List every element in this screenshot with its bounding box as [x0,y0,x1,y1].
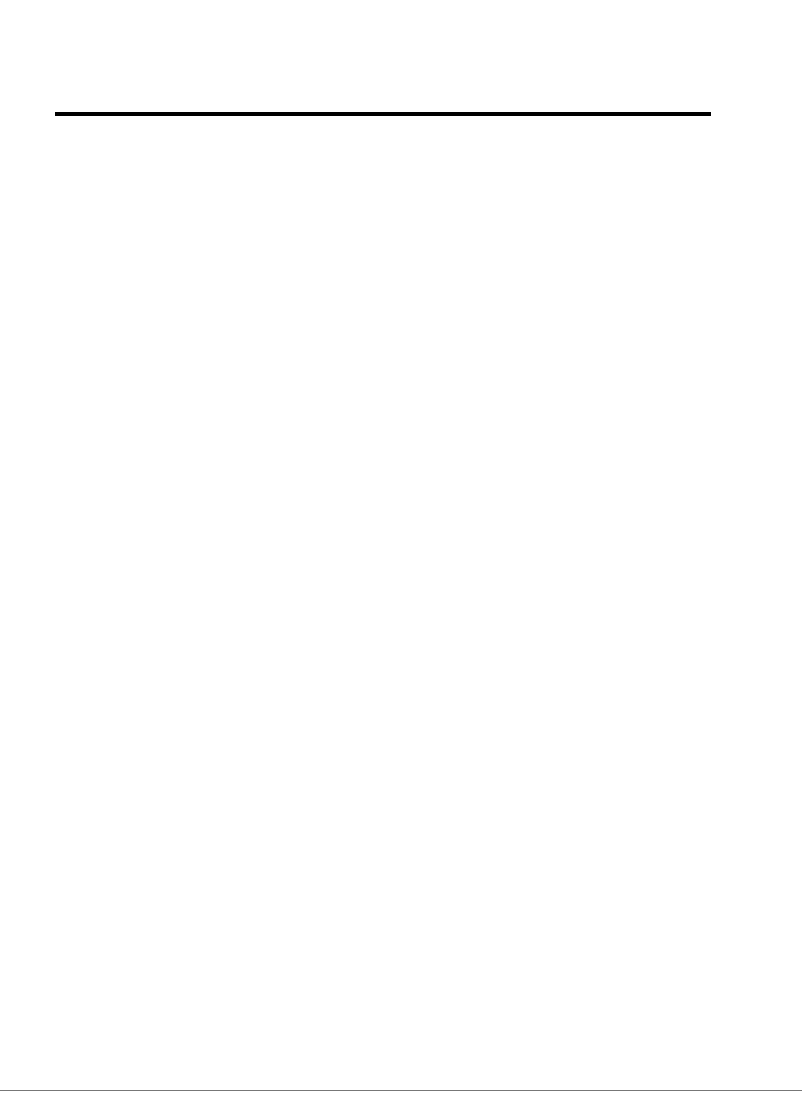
title-rule [55,112,711,116]
bottom-rule [0,1090,802,1091]
